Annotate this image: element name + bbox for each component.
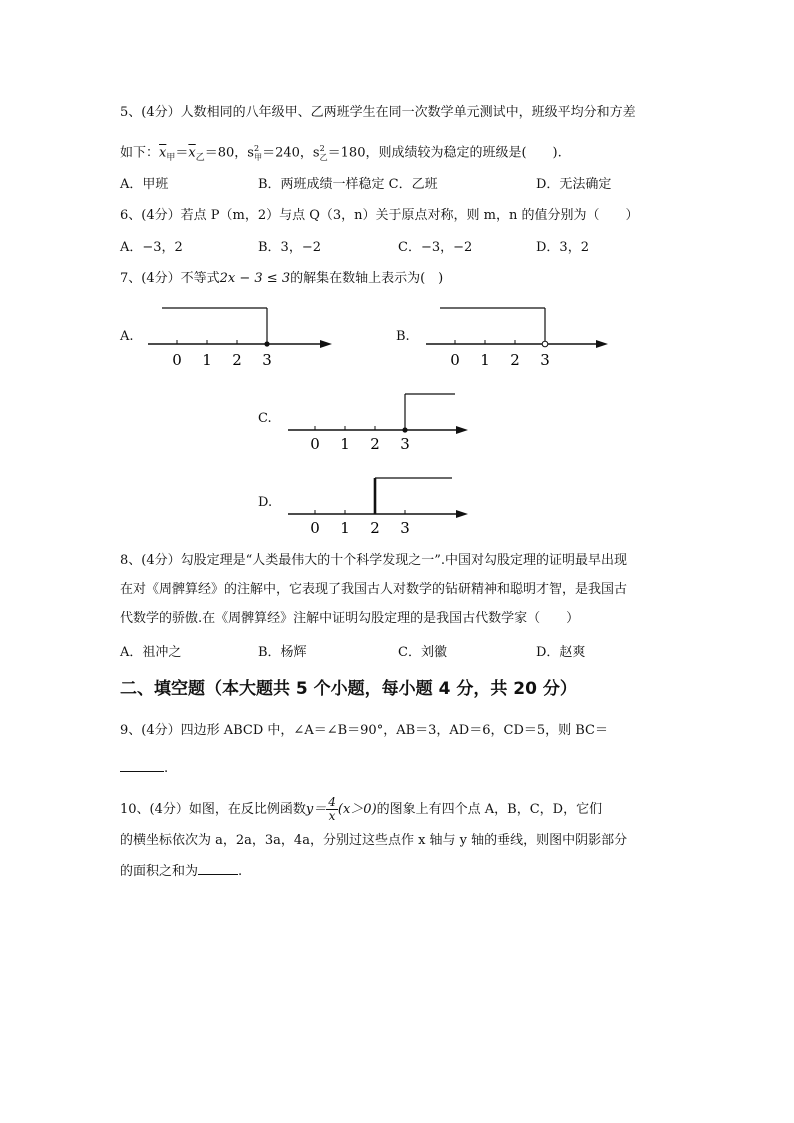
q8-option-a[interactable]: A．祖冲之 [120, 645, 182, 660]
q10-answer-blank[interactable] [198, 862, 238, 875]
q5-line1: 5、(4分）人数相同的八年级甲、乙两班学生在同一次数学单元测试中，班级平均分和方差 [120, 105, 636, 120]
q10-suffix: 的图象上有四个点 A，B，C，D，它们 [376, 802, 603, 817]
tick-3: 3 [540, 351, 550, 369]
solid-dot [264, 341, 269, 346]
q10-line1 [120, 794, 602, 826]
q5-eq1: ＝ [175, 145, 189, 161]
number-line-b[interactable] [418, 300, 618, 372]
arrow-head [596, 340, 608, 348]
q9-line1: 9、(4分）四边形 ABCD 中，∠A＝∠B＝90°，AB＝3，AD＝6，CD＝5，则 BC＝ [120, 723, 609, 738]
q8-option-b[interactable]: B．杨辉 [258, 645, 307, 660]
q10-func-den: x [328, 809, 336, 823]
q9-period: . [164, 761, 169, 776]
tick-1: 1 [340, 519, 350, 537]
sup-2a: 2 [253, 144, 260, 153]
tick-0: 0 [450, 351, 460, 369]
q5-var1: ＝240，s [262, 145, 320, 161]
q7-inequality: 2x − 3 ≤ 3 [219, 271, 291, 286]
tick-3: 3 [262, 351, 272, 369]
q8-line1: 8、(4分）勾股定理是“人类最伟大的十个科学发现之一”.中国对勾股定理的证明最早出现 [120, 553, 628, 568]
tick-0: 0 [310, 519, 320, 537]
q5-eq2: ＝80，s [204, 145, 254, 161]
sub-jia: 甲 [166, 152, 176, 163]
q7-label-d: D. [258, 495, 273, 510]
xbar-jia: $\overline{x}$ [159, 145, 167, 161]
q9-answer-line [120, 759, 168, 778]
number-line-c[interactable] [280, 386, 480, 458]
q10-line2: 的横坐标依次为 a，2a，3a，4a，分别过这些点作 x 轴与 y 轴的垂线，则图中阴影部分 [120, 833, 628, 848]
open-dot [542, 341, 548, 347]
tick-3: 3 [400, 519, 410, 537]
q5-option-a[interactable]: A．甲班 [120, 177, 169, 192]
q10-func-left: y＝ [305, 802, 327, 817]
sub-jia2: 甲 [254, 152, 263, 162]
q10-prefix: 10、(4分）如图，在反比例函数 [120, 802, 306, 817]
q10-line3 [120, 862, 242, 881]
q7-text [120, 270, 443, 288]
q7-suffix: 的解集在数轴上表示为( ) [290, 271, 444, 286]
q6-option-d[interactable]: D．3，2 [536, 240, 589, 255]
q6-option-c[interactable]: C．−3，−2 [398, 240, 473, 255]
arrow-head [320, 340, 332, 348]
q6-text: 6、(4分）若点 P（m，2）与点 Q（3，n）关于原点对称，则 m，n 的值分别为（ ） [120, 208, 639, 223]
q5-option-bc[interactable]: B．两班成绩一样稳定 C．乙班 [258, 177, 438, 192]
q8-option-c[interactable]: C．刘徽 [398, 645, 447, 660]
q10-period: . [238, 864, 243, 879]
q7-label-a: A. [120, 329, 134, 344]
q5-line2-suffix: ＝180，则成绩较为稳定的班级是( ). [327, 145, 562, 161]
q9-answer-blank[interactable] [120, 759, 164, 772]
q7-prefix: 7、(4分）不等式 [120, 271, 220, 286]
tick-3: 3 [400, 435, 410, 453]
q7-label-b: B. [396, 329, 410, 344]
q8-line2: 在对《周髀算经》的注解中，它表现了我国古人对数学的钻研精神和聪明才智，是我国古 [120, 582, 628, 597]
arrow-head [456, 510, 468, 518]
q10-fraction [326, 796, 338, 823]
tick-2: 2 [232, 351, 242, 369]
tick-0: 0 [172, 351, 182, 369]
q8-option-d[interactable]: D．赵爽 [536, 645, 586, 660]
q6-option-b[interactable]: B．3，−2 [258, 240, 321, 255]
q5-line2-prefix: 如下： [120, 145, 160, 161]
section-heading: 二、填空题（本大题共 5 个小题，每小题 4 分，共 20 分） [120, 679, 577, 699]
tick-1: 1 [340, 435, 350, 453]
number-line-d[interactable] [280, 470, 480, 542]
tick-2: 2 [510, 351, 520, 369]
q7-label-c: C. [258, 411, 272, 426]
q10-line3-prefix: 的面积之和为 [120, 864, 199, 879]
number-line-a[interactable] [140, 300, 340, 372]
q10-func-cond: (x＞0) [337, 802, 377, 817]
q8-line3: 代数学的骄傲.在《周髀算经》注解中证明勾股定理的是我国古代数学家（ ） [120, 611, 580, 626]
solid-dot [402, 427, 407, 432]
xbar-yi: $\overline{x}$ [188, 145, 196, 161]
q5-option-d[interactable]: D．无法确定 [536, 177, 612, 192]
arrow-head [456, 426, 468, 434]
tick-0: 0 [310, 435, 320, 453]
q5-line2 [120, 140, 562, 167]
q10-func-num: 4 [328, 795, 336, 809]
tick-2: 2 [370, 519, 380, 537]
q6-option-a[interactable]: A．−3，2 [120, 240, 183, 255]
tick-1: 1 [480, 351, 490, 369]
sub-yi2: 乙 [319, 152, 328, 162]
sub-yi: 乙 [195, 152, 205, 163]
tick-1: 1 [202, 351, 212, 369]
tick-2: 2 [370, 435, 380, 453]
sup-2b: 2 [319, 144, 325, 153]
